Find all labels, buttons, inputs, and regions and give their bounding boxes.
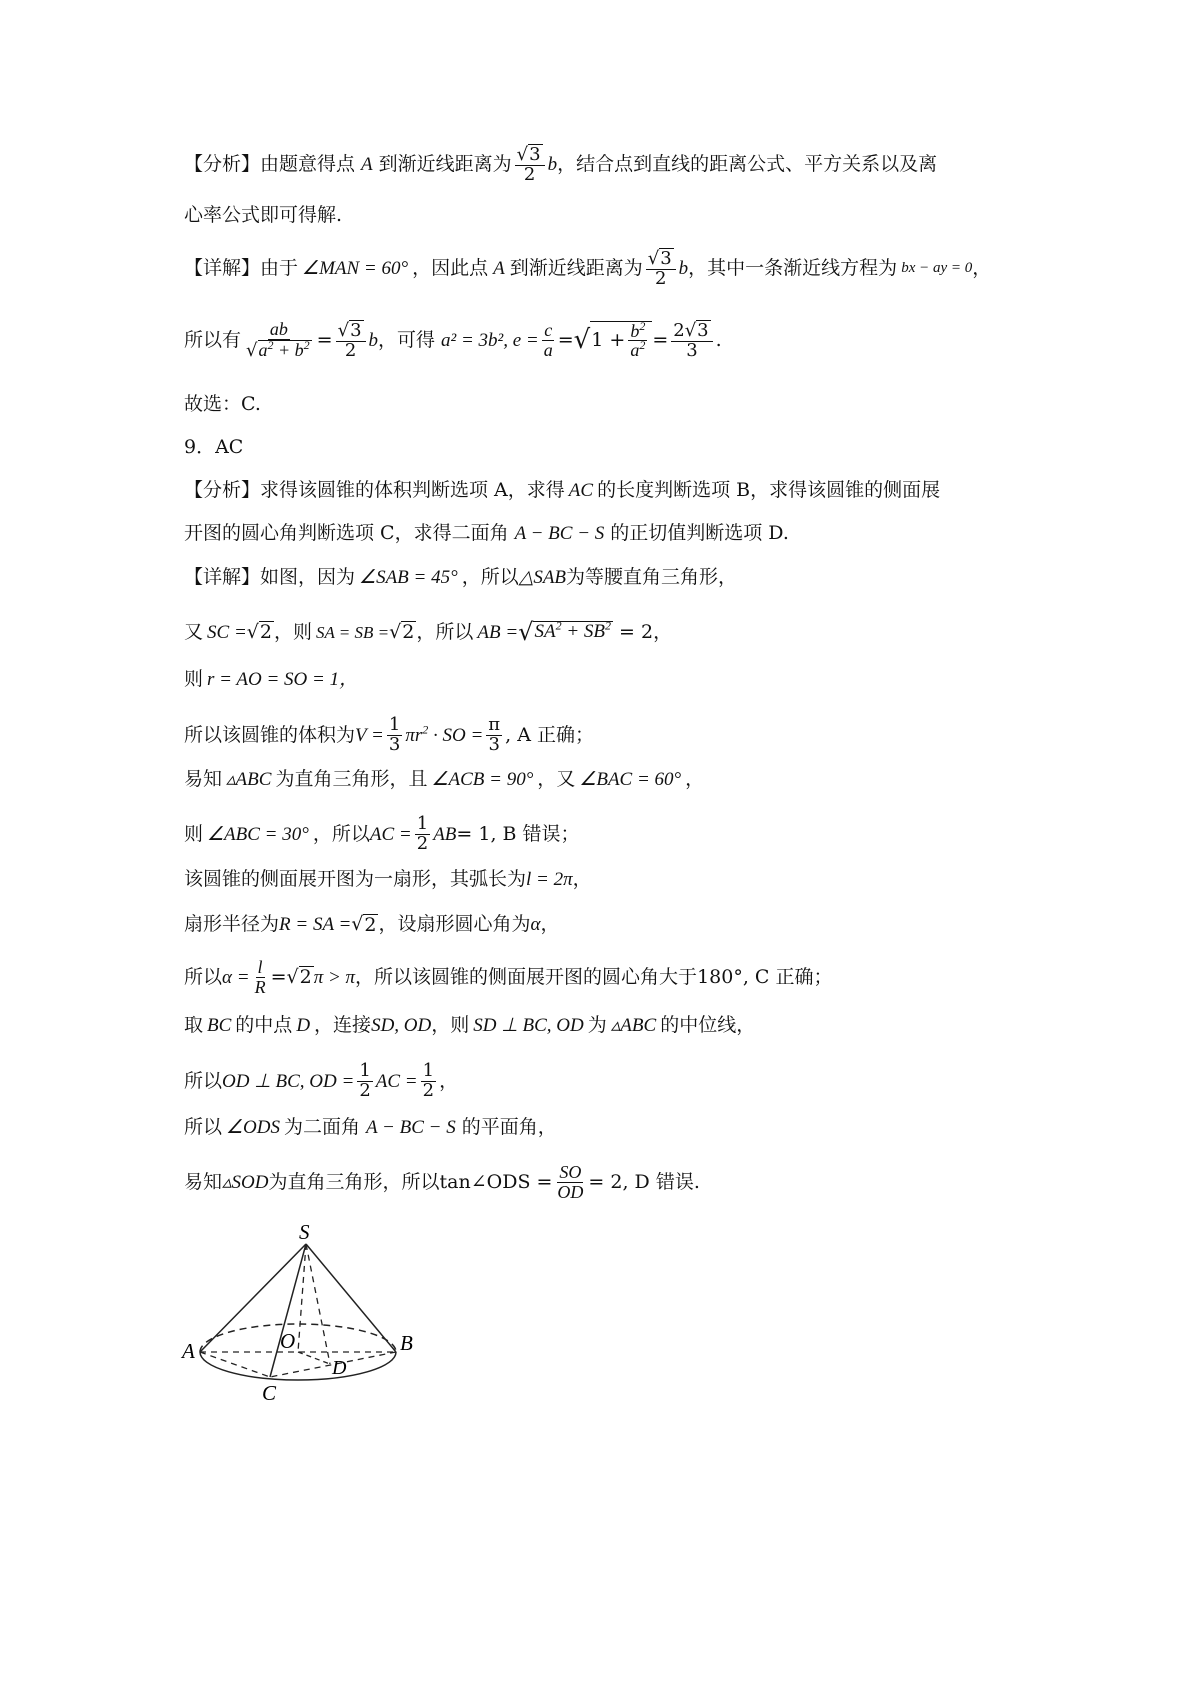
- label-d: D: [332, 1357, 347, 1379]
- math: SD ⊥ BC, OD: [473, 1015, 584, 1036]
- text: ，结合点到直线的距离公式、平方关系以及离: [557, 152, 938, 175]
- label-c: C: [262, 1381, 277, 1405]
- text: 故选：C.: [184, 393, 261, 415]
- text: 该圆锥的侧面展开图为一扇形，其弧长为: [184, 868, 527, 890]
- text: ，连接: [314, 1014, 372, 1036]
- text: ，: [439, 1069, 459, 1092]
- segment-ac: AC: [568, 480, 594, 501]
- q9-detail-line-2: 又 SC = √ 2 ，则 SA = SB = √ 2 ，所以 AB = √ $SA^2 + SB^2$ = 2，: [184, 618, 673, 646]
- label-b: B: [400, 1331, 413, 1355]
- math: AC =: [375, 1070, 418, 1092]
- text: 为直角三角形，所以: [268, 1170, 440, 1193]
- detail-tag: 【详解】: [184, 256, 261, 279]
- text: 易知: [184, 768, 223, 790]
- text: 到渐近线距离为: [509, 256, 643, 279]
- math: ∠BAC = 60°: [579, 769, 682, 790]
- math: r = AO = SO = 1，: [207, 669, 359, 690]
- fraction-ab-over-sqrt: $\frac{ab}{√a^2 + b^2}$: [246, 319, 310, 361]
- math: α: [530, 914, 541, 936]
- text: ，设扇形圆心角为: [378, 913, 531, 936]
- var-b: b: [547, 153, 558, 175]
- label-o: O: [280, 1329, 296, 1353]
- text: 开图的圆心角判断选项 C，求得二面角: [184, 522, 509, 544]
- q8-answer: [184, 395, 261, 414]
- q8-detail-line-1: [184, 248, 991, 289]
- text: 的正切值判断选项 D.: [610, 522, 789, 544]
- text: 如图，因为: [260, 566, 356, 588]
- q9-detail-line-10: 取 BC 的中点 D ，连接 SD, OD ，则 SD ⊥ BC, OD 为 ▵ABC 的中位线，: [184, 1014, 756, 1036]
- text: 由于: [260, 256, 299, 279]
- text: 易知: [184, 1170, 223, 1193]
- text: 所以该圆锥的体积为: [184, 723, 356, 746]
- text: ，则: [273, 620, 312, 643]
- q9-detail-line-12: 所以 ∠ODS 为二面角 A − BC − S 的平面角，: [184, 1116, 557, 1138]
- detail-tag: 【详解】: [184, 566, 261, 588]
- text: ，: [572, 868, 592, 890]
- text: 所以有: [184, 328, 242, 351]
- text: 由题意得点: [260, 152, 356, 175]
- point-a: A: [361, 153, 373, 175]
- q9-detail-line-4: 所以该圆锥的体积为 V = $\frac{1}{3}$ $\pi r^2$ · SO = $\frac{\pi}{3}$ , A 正确；: [184, 714, 594, 755]
- ellipse-front: [200, 1352, 396, 1380]
- text: 的中位线，: [660, 1014, 756, 1036]
- var-b: b: [368, 329, 379, 351]
- q9-number: [184, 438, 243, 457]
- angle-man: ∠MAN = 60°: [302, 257, 409, 279]
- text: ，又: [537, 768, 576, 790]
- text: ，则: [431, 1014, 470, 1036]
- math: SD, OD: [371, 1015, 432, 1036]
- analysis-tag: 【分析】: [184, 479, 261, 501]
- segment-sd: [306, 1244, 330, 1364]
- text: 则: [184, 822, 204, 845]
- text: ，所以: [461, 566, 519, 588]
- point-a: A: [493, 257, 505, 279]
- text: , A 正确；: [505, 723, 594, 746]
- text: 求得该圆锥的体积判断选项 A，求得: [260, 479, 565, 501]
- fraction-c-over-a: $\frac{c}{a}$: [543, 320, 553, 360]
- math: ∠ACB = 90°: [431, 769, 534, 790]
- text: 的中点: [235, 1014, 293, 1036]
- q9-detail-line-7: [184, 870, 592, 889]
- fraction-sqrt3-over-2: $\frac{√3}{2}$: [336, 320, 366, 361]
- asymptote-equation: bx − ay = 0: [901, 259, 973, 276]
- q9-detail-line-6: 则 ∠ABC = 30° ，所以 AC = $\frac{1}{2}$ AB = 1, B 错误；: [184, 813, 580, 854]
- edge-sb: [306, 1244, 396, 1352]
- text: ，所以该圆锥的侧面展开图的圆心角大于: [355, 965, 698, 988]
- math: 180°: [697, 965, 743, 988]
- text: 扇形半径为: [184, 913, 280, 936]
- text: , C 正确；: [742, 965, 833, 988]
- text: 所以: [184, 965, 223, 988]
- q8-analysis-line-1: [184, 144, 937, 185]
- text: 9．AC: [184, 436, 244, 458]
- text: 为等腰直角三角形，: [566, 566, 738, 588]
- eccentricity-eq: a² = 3b², e =: [441, 329, 539, 351]
- q9-detail-line-3: [184, 670, 358, 689]
- text: ，因此点: [412, 256, 489, 279]
- fraction-sqrt3-over-2: $\frac{√3}{2}$: [515, 144, 545, 185]
- analysis-tag: 【分析】: [184, 152, 261, 175]
- q8-analysis-line-2: [184, 206, 342, 225]
- text: 又: [184, 620, 204, 643]
- q9-detail-line-11: 所以 OD ⊥ BC, OD = $\frac{1}{2}$ AC = $\frac{1}{2}$ ，: [184, 1060, 459, 1101]
- text: 所以: [184, 1069, 223, 1092]
- math: △SAB: [518, 567, 567, 588]
- math: tan∠ODS =: [439, 1170, 553, 1193]
- text: ，所以: [416, 620, 474, 643]
- math: OD ⊥ BC, OD =: [222, 1070, 355, 1092]
- math: ∠ODS: [226, 1117, 280, 1138]
- text: ，所以: [312, 822, 370, 845]
- text: = 1, B 错误；: [456, 822, 580, 845]
- q9-detail-line-9: 所以 α = $\frac{l}{R}$ = √ 2 π > π ，所以该圆锥的侧面展开图的圆心角大于 180° , C 正确；: [184, 957, 833, 997]
- q9-detail-line-8: 扇形半径为 R = SA = √ 2 ，设扇形圆心角为 α ，: [184, 913, 560, 936]
- dihedral-a-bc-s: A − BC − S: [514, 523, 605, 544]
- q9-detail-line-13: 易知 ▵SOD 为直角三角形，所以 tan∠ODS = $\frac{SO}{OD}$ = 2, D 错误.: [184, 1162, 700, 1202]
- q9-detail-line-5: 易知 ▵ABC 为直角三角形，且 ∠ACB = 90° ，又 ∠BAC = 60° ，: [184, 768, 705, 790]
- text: 到渐近线距离为: [378, 152, 512, 175]
- label-s: S: [299, 1222, 310, 1244]
- q9-analysis-line-2: [184, 524, 789, 543]
- label-a: A: [182, 1339, 195, 1363]
- q9-analysis-line-1: [184, 481, 940, 500]
- text: ，: [540, 913, 560, 936]
- text: 所以: [184, 1116, 223, 1138]
- text: 则: [184, 668, 204, 690]
- text: 为直角三角形，且: [275, 768, 428, 790]
- text: 心率公式即可得解.: [184, 204, 343, 226]
- text: ，可得: [378, 328, 436, 351]
- text: ，其中一条渐近线方程为: [688, 256, 898, 279]
- text: 取: [184, 1014, 204, 1036]
- text: ，: [685, 768, 705, 790]
- math: ∠ABC = 30°: [207, 823, 309, 845]
- text: 为二面角: [284, 1116, 361, 1138]
- text: 的长度判断选项 B，求得该圆锥的侧面展: [597, 479, 941, 501]
- math: ∠SAB = 45°: [359, 567, 458, 588]
- text: = 2, D 错误.: [588, 1170, 700, 1193]
- q9-detail-line-1: [184, 568, 737, 587]
- text: ，: [972, 256, 992, 279]
- fraction-2sqrt3-over-3: $\frac{2√3}{3}$: [671, 320, 712, 361]
- fraction-sqrt3-over-2: $\frac{√3}{2}$: [646, 248, 676, 289]
- cone-figure: [180, 1222, 440, 1422]
- text: 为: [587, 1014, 607, 1036]
- math: l = 2π: [526, 869, 573, 890]
- var-b: b: [678, 257, 689, 279]
- segment-od: [298, 1352, 330, 1364]
- q8-detail-line-2: 所以有 $\frac{ab}{√a^2 + b^2}$ = $\frac{√3}{2}$ b ，可得 a² = 3b², e = $\frac{c}{a}$ = √ 1 + $\frac{b^2}{a^2}$ = $\frac{2√3}{3}$ .: [184, 318, 722, 361]
- text: 的平面角，: [461, 1116, 557, 1138]
